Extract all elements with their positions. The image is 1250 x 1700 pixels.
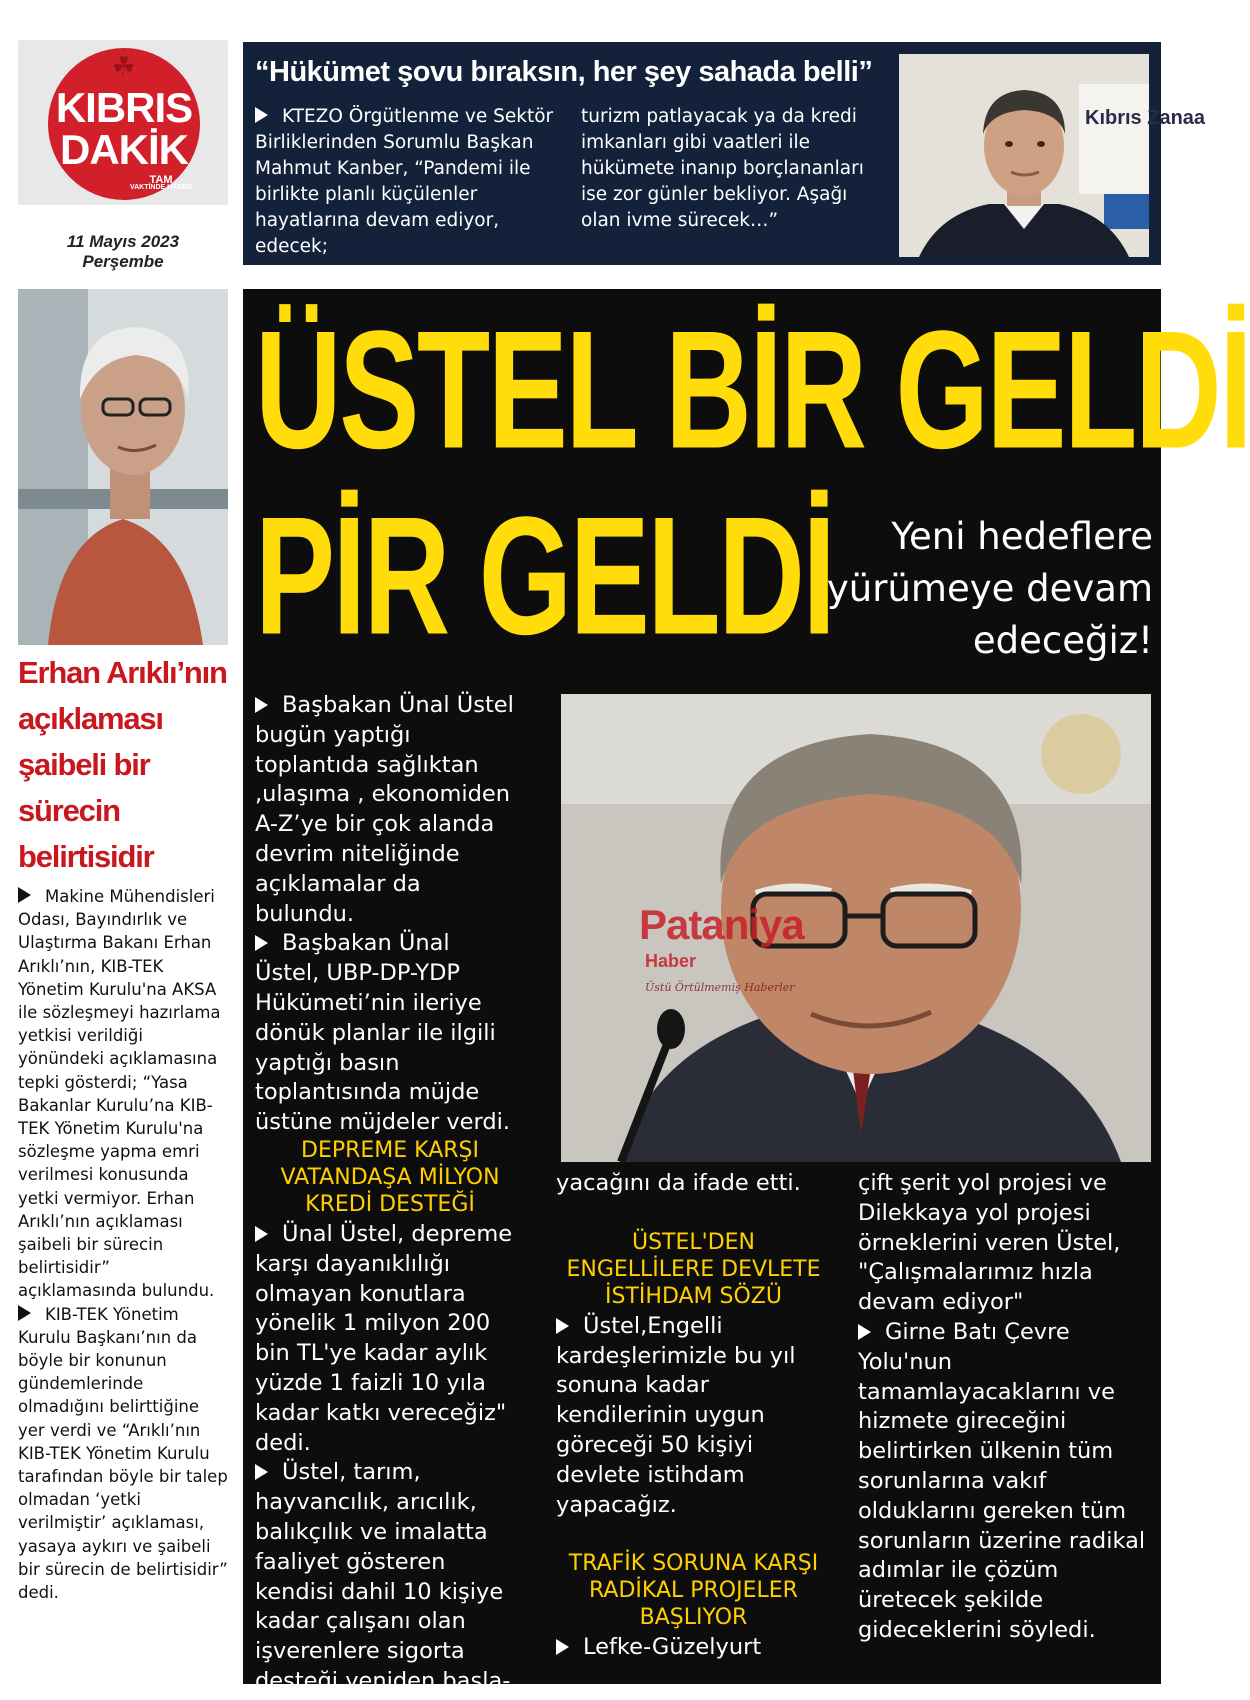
bullet-arrow-icon (556, 1318, 569, 1334)
portrait-illustration (899, 54, 1206, 257)
bullet-arrow-icon (255, 1464, 268, 1480)
column-3-text-2: Girne Batı Çevre Yolu'nun tamamlayacaklarını ve hizmete gireceğini belirtirken ülkenin tüm sorunlarına vakıf olduklarını gereken tüm sorunların üzerine radikal adımlar ile çözüm üretecek şekilde gideceklerini söyledi. (858, 1318, 1146, 1643)
left-article-text-1: Makine Mühendisleri Odası, Bayındırlık ve Ulaştırma Bakanı Erhan Arıklı’nın, KIB-TEK Yönetim Kurulu'na AKSA ile sözleşmeyi hazırlama yetkisi verildiği yönündeki açıklamasına tepki gösterdi; “Yasa Bakanlar Kurulu’na KIB-TEK Yönetim Kurulu'na sözleşme yapma emri verilmesi konusunda yetki vermiyor. Erhan Arıklı’nın açıklaması şaibeli bir sürecin belirtisidir” açıklamasında bulundu. (18, 887, 221, 1301)
erhan-arikli-photo (18, 289, 228, 645)
section-title-traffic: TRAFİK SORUNA KARŞI RADİKAL PROJELER BAŞLIYOR (568, 1551, 819, 1631)
logo-tag-small: VAKTİNDE HABER (129, 184, 193, 191)
bullet-arrow-icon (255, 697, 268, 713)
main-intro-column (255, 691, 515, 1138)
bullet-arrow-icon (255, 935, 268, 951)
photo-sign-text: Kıbrıs Zanaa (1085, 107, 1206, 129)
section-disabled-paragraph (556, 1312, 841, 1521)
masthead-logo (18, 40, 228, 205)
watermark-subtitle: Haber (645, 951, 697, 971)
column-3-paragraph-2 (858, 1318, 1153, 1646)
spacer (556, 1199, 841, 1229)
main-intro-paragraph-1 (255, 691, 515, 929)
logo-tag-big: TAM (149, 174, 173, 186)
column-3-paragraph-1: çift şerit yol projesi ve Dilekkaya yol projesi örneklerini veren Üstel, "Çalışmalarımız hızla devam ediyor" (858, 1170, 1121, 1316)
main-column-2 (556, 1169, 841, 1663)
bullet-arrow-icon (556, 1639, 569, 1655)
section-disabled-text: Üstel,Engelli kardeşlerimizle bu yıl sonuna kadar kendilerinin uygun göreceği 50 kişiyi devlete istihdam yapacağız. (556, 1312, 796, 1518)
portrait-illustration (18, 289, 228, 645)
watermark-tagline: Üstü Örtülmemiş Haberler (645, 981, 795, 994)
left-article-body (18, 885, 230, 1604)
bullet-arrow-icon (18, 887, 31, 903)
turtle-icon: ☘ (112, 52, 136, 82)
main-intro-paragraph-2 (255, 929, 515, 1138)
main-column-1 (255, 1137, 525, 1697)
logo-tagline (126, 176, 196, 192)
section-title-earthquake: DEPREME KARŞI VATANDAŞA MİLYON KREDİ DESTEĞİ (280, 1138, 500, 1217)
main-headline-line-2: PİR GELDİ (255, 481, 834, 670)
bullet-arrow-icon (18, 1305, 31, 1321)
main-headline-line-1: ÜSTEL BİR GELDİ (255, 295, 1250, 484)
logo-line-2: DAKİK (60, 126, 188, 173)
section-title-disabled: ÜSTEL'DEN ENGELLİLERE DEVLETE İSTİHDAM SÖZÜ (566, 1229, 821, 1309)
watermark (639, 901, 834, 1001)
unal-ustel-photo (561, 694, 1151, 1162)
column-2-continuation: yacağını da ifade etti. (556, 1170, 801, 1196)
section-earthquake-text-1: Ünal Üstel, depreme karşı dayanıklılığı olmayan konutlara yönelik 1 milyon 200 bin TL'ye kadar aylık yüzde 1 faizli 10 yıla kadar katkı vereceğiz" dedi. (255, 1221, 513, 1456)
left-article-text-2: KIB-TEK Yönetim Kurulu Başkanı’nın da böyle bir konunun gündemlerinde olmadığını belirttiğine yer verdi ve “Arıklı’nın KIB-TEK Yönetim Kurulu tarafından böyle bir talep olmadan ‘yetki verilmiştir’ açıklaması, yasaya aykırı ve şaibeli bir sürecin de belirtisidir” dedi. (18, 1304, 228, 1603)
left-article-paragraph-1 (18, 885, 230, 1303)
logo-circle (48, 48, 200, 200)
bullet-arrow-icon (858, 1324, 871, 1340)
left-article-headline: Erhan Arıklı’nın açıklaması şaibeli bir sürecin belirtisidir (18, 655, 227, 874)
top-article-column-1 (255, 104, 565, 260)
section-earthquake-paragraph-2 (255, 1458, 525, 1696)
date-text: 11 Mayıs 2023 (66, 232, 180, 251)
top-article (243, 42, 1206, 265)
main-intro-text-2: Başbakan Ünal Üstel, UBP-DP-YDP Hükümeti’nin ileriye dönük planlar ile ilgili yaptığı basın toplantısında müjde üstüne müjdeler verdi. (255, 930, 511, 1136)
top-article-title: “Hükümet şovu bıraksın, her şey sahada belli” (255, 56, 873, 88)
weekday-text: Perşembe (82, 252, 164, 271)
spacer (556, 1520, 841, 1550)
top-article-text-1: KTEZO Örgütlenme ve Sektör Birliklerinden Sorumlu Başkan Mahmut Kanber, “Pandemi ile birlikte planlı küçülenler hayatlarına devam ediyor, edecek; (255, 106, 554, 257)
main-subhead: Yeni hedeflere yürümeye devam edeceğiz! (826, 515, 1153, 662)
section-earthquake-paragraph-1 (255, 1220, 525, 1458)
logo-line-1: KIBRIS (55, 84, 193, 131)
left-article-paragraph-2 (18, 1303, 230, 1605)
watermark-title: Pataniya (639, 901, 804, 948)
main-column-3 (858, 1169, 1153, 1646)
section-traffic-paragraph (556, 1633, 841, 1663)
section-earthquake-text-2: Üstel, tarım, hayvancılık, arıcılık, balıkçılık ve imalatta faaliyet gösteren kendisi dahil 10 kişiye kadar çalışanı olan işverenlere sigorta desteği yeniden başla- (255, 1459, 511, 1694)
top-article-column-2: turizm patlayacak ya da kredi imkanları gibi vaatleri ile hükümete inanıp borçlananları ise zor günler bekliyor. Aşağı olan ivme sürecek…” (581, 106, 864, 231)
bullet-arrow-icon (255, 107, 268, 123)
bullet-arrow-icon (255, 1226, 268, 1242)
main-intro-text-1: Başbakan Ünal Üstel bugün yaptığı toplantıda sağlıktan ,ulaşıma , ekonomiden A-Z’ye bir çok alanda devrim niteliğinde açıklamalar da bulundu. (255, 692, 514, 927)
mahmut-kanber-photo (899, 54, 1206, 257)
section-traffic-text: Lefke-Güzelyurt (583, 1634, 762, 1661)
issue-date (18, 232, 228, 272)
main-article (243, 289, 1250, 1694)
